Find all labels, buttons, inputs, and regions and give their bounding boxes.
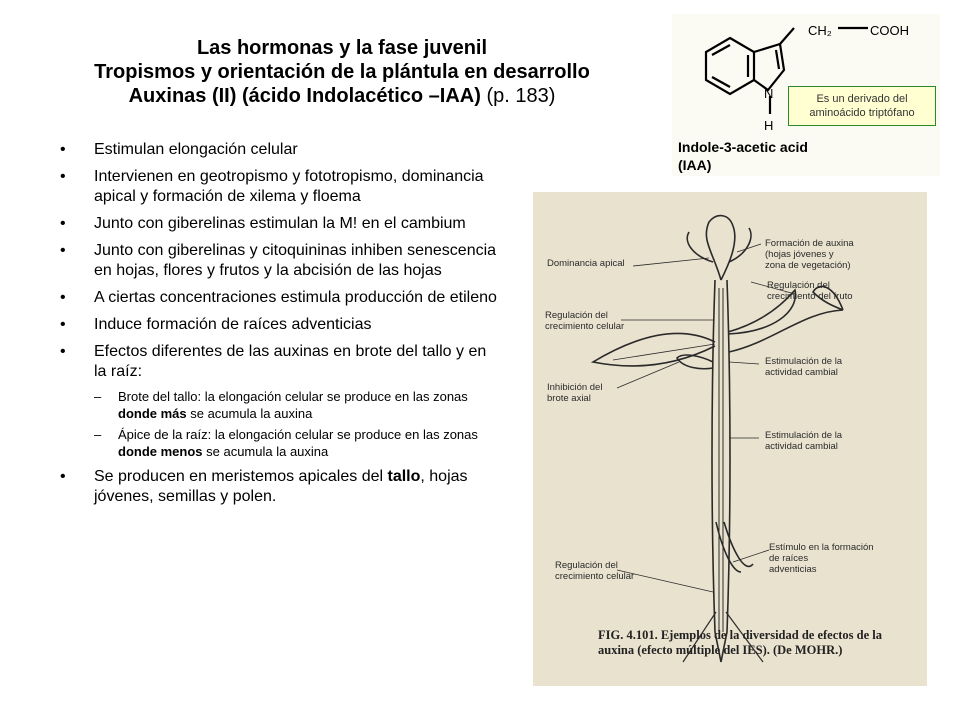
- figure-caption: FIG. 4.101. Ejemplos de la diversidad de efectos de la auxina (efecto múltiple del IES). (De MOHR.): [598, 628, 883, 657]
- left-leaf: [593, 333, 715, 366]
- sub-bullet-item: [94, 426, 498, 460]
- bullet-item: • Induce formación de raíces adventicias: [58, 315, 498, 335]
- bullet-item: • Junto con giberelinas estimulan la M! en el cambium: [58, 214, 498, 234]
- sub-text: Ápice de la raíz: la elongación celular se produce en las zonas: [118, 427, 478, 442]
- benzene-ring-shape: [706, 38, 754, 94]
- bullet-list: [58, 140, 498, 514]
- sub-text: se acumula la auxina: [202, 444, 329, 459]
- page-reference: (p. 183): [486, 85, 556, 107]
- label-reg-celular: Regulación del crecimiento celular: [545, 310, 625, 332]
- bullet-item: [58, 467, 498, 507]
- sub-text: Brote del tallo: la elongación celular se produce en las zonas: [118, 389, 468, 404]
- bullet-text: , hojas jóvenes, semillas y polen.: [94, 468, 468, 505]
- sub-bullet-list: [94, 388, 498, 460]
- sub-text: se acumula la auxina: [186, 406, 313, 421]
- title-line-2: Tropismos y orientación de la plántula en desarrollo: [94, 61, 590, 83]
- stem-outline: [712, 280, 730, 662]
- title-line-3: [20, 84, 664, 108]
- sub-emphasis: donde más: [118, 406, 187, 421]
- label-estim-2: Estimulación de la actividad cambial: [765, 430, 843, 452]
- bullet-text: Se producen en meristemos apicales del: [94, 468, 388, 485]
- label-fruto: Regulación del crecimiento del fruto: [767, 280, 853, 302]
- label-inhibicion: Inhibición del brote axial: [547, 382, 603, 404]
- bullet-emphasis: tallo: [387, 468, 421, 485]
- label-estim-1: Estimulación de la actividad cambial: [765, 356, 843, 378]
- label-formacion: Formación de auxina (hojas jóvenes y zona de vegetación): [765, 238, 854, 271]
- sub-bullet-item: [94, 388, 498, 422]
- auxin-effects-figure: [533, 192, 927, 686]
- bullet-item: • Estimulan elongación celular: [58, 140, 498, 160]
- sub-emphasis: donde menos: [118, 444, 203, 459]
- ch2-label: CH₂: [808, 23, 832, 38]
- hydrogen-label: H: [764, 118, 774, 133]
- bullet-item: [58, 342, 498, 460]
- label-dominancia: Dominancia apical: [547, 258, 625, 269]
- molecule-abbrev: (IAA): [678, 157, 712, 173]
- title-line-3-text: Auxinas (II) (ácido Indolacético –IAA): [128, 85, 481, 107]
- slide-title: [20, 36, 664, 108]
- nitrogen-label: N: [764, 86, 774, 101]
- bullet-text: Efectos diferentes de las auxinas en brote del tallo y en la raíz:: [94, 343, 487, 380]
- apex-bud: [706, 216, 734, 280]
- molecule-name: Indole-3-acetic acid: [678, 139, 808, 155]
- bullet-item: • A ciertas concentraciones estimula producción de etileno: [58, 288, 498, 308]
- bullet-item: • Intervienen en geotropismo y fototropismo, dominancia apical y formación de xilema y floema: [58, 167, 498, 207]
- cooh-label: COOH: [870, 23, 909, 38]
- tryptophan-callout: Es un derivado del aminoácido triptófano: [788, 86, 936, 126]
- label-reg-celular-2: Regulación del crecimiento celular: [555, 560, 635, 582]
- title-line-1: Las hormonas y la fase juvenil: [196, 37, 488, 59]
- axillary-bud: [677, 355, 713, 369]
- label-raices: Estímulo en la formación de raíces adventicias: [769, 542, 874, 575]
- bullet-item: • Junto con giberelinas y citoquininas inhiben senescencia en hojas, flores y frutos y la abcisión de las hojas: [58, 241, 498, 281]
